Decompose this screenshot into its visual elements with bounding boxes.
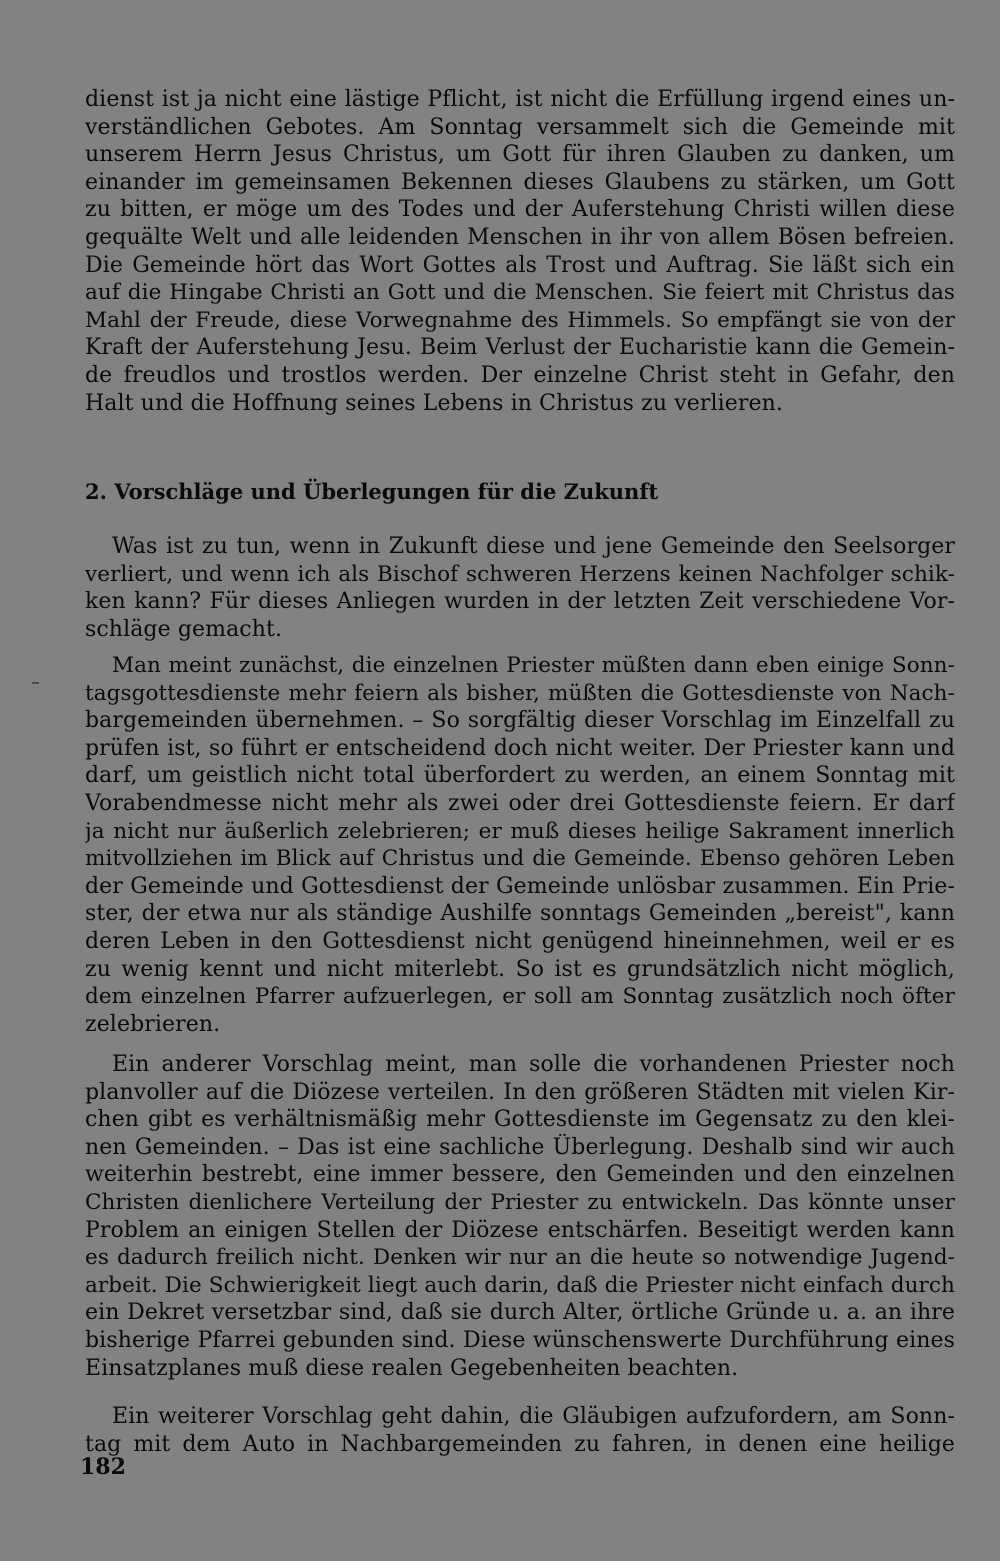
text-line: chen gibt es verhältnismäßig mehr Gottesdienste im Gegensatz zu den klei- [85,1107,955,1133]
text-line: der Gemeinde und Gottesdienst der Gemeinde unlösbar zusammen. Ein Prie- [85,873,955,899]
text-line: Halt und die Hoffnung seines Lebens in Christus zu verlieren. [85,390,783,416]
text-line: auf die Hingabe Christi an Gott und die Menschen. Sie feiert mit Christus das [85,280,955,306]
text-line: unserem Herrn Jesus Christus, um Gott für ihren Glauben zu danken, um [85,142,955,168]
text-line: dienst ist ja nicht eine lästige Pflicht, ist nicht die Erfüllung irgend eines un- [85,87,955,112]
text-line: Vorabendmesse nicht mehr als zwei oder drei Gottesdienste feiern. Er darf [85,790,955,816]
text-line: dem einzelnen Pfarrer aufzuerlegen, er soll am Sonntag zusätzlich noch öfter [85,984,955,1010]
text-line: mitvollziehen im Blick auf Christus und die Gemeinde. Ebenso gehören Leben [85,846,955,872]
text-line: Ein weiterer Vorschlag geht dahin, die Gläubigen aufzufordern, am Sonn- [112,1404,955,1429]
text-line: planvoller auf die Diözese verteilen. In den größeren Städten mit vielen Kir- [85,1079,955,1105]
text-line: Christen dienlichere Verteilung der Priester zu entwickeln. Das könnte unser [85,1189,955,1215]
text-line: schläge gemacht. [85,616,283,642]
text-line: zelebrieren. [85,1011,221,1037]
text-line: prüfen ist, so führt er entscheidend doch nicht weiter. Der Priester kann und [85,735,955,761]
text-line: es dadurch freilich nicht. Denken wir nur an die heute so notwendige Jugend- [85,1245,955,1271]
text-line: tag mit dem Auto in Nachbargemeinden zu fahren, in denen eine heilige [85,1431,955,1457]
text-line: Mahl der Freude, diese Vorwegnahme des Himmels. So empfängt sie von der [85,307,955,333]
text-line: bargemeinden übernehmen. – So sorgfältig dieser Vorschlag im Einzelfall zu [85,708,955,734]
text-line: Kraft der Auferstehung Jesu. Beim Verlust der Eucharistie kann die Gemein- [85,335,955,361]
paragraph-1 [85,533,955,643]
text-line: verliert, und wenn ich als Bischof schweren Herzens keinen Nachfolger schik- [85,561,955,587]
scan-speck [32,682,39,684]
paragraph-4 [85,1403,955,1458]
text-line: arbeit. Die Schwierigkeit liegt auch darin, daß die Priester nicht einfach durch [85,1272,955,1298]
text-line: zu wenig kennt und nicht miterlebt. So ist es grundsätzlich nicht möglich, [85,956,955,982]
text-line: ken kann? Für dieses Anliegen wurden in der letzten Zeit verschiedene Vor- [85,589,955,615]
text-line: darf, um geistlich nicht total überfordert zu werden, an einem Sonntag mit [85,763,955,789]
text-line: ja nicht nur äußerlich zelebrieren; er muß dieses heilige Sakrament innerlich [85,818,955,844]
text-line: verständlichen Gebotes. Am Sonntag versammelt sich die Gemeinde mit [85,114,955,140]
text-line: weiterhin bestrebt, eine immer bessere, den Gemeinden und den einzelnen [85,1162,955,1188]
text-line: Man meint zunächst, die einzelnen Priester müßten dann eben einige Sonn- [112,653,955,678]
text-line: bisherige Pfarrei gebunden sind. Diese wünschenswerte Durchführung eines [85,1327,955,1353]
text-line: Die Gemeinde hört das Wort Gottes als Trost und Auftrag. Sie läßt sich ein [85,252,955,278]
text-line: zu bitten, er möge um des Todes und der Auferstehung Christi willen diese [85,197,955,223]
page-number: 182 [80,1454,126,1480]
text-line: Ein anderer Vorschlag meint, man solle die vorhandenen Priester noch [112,1052,955,1077]
text-line: Einsatzplanes muß diese realen Gegebenheiten beachten. [85,1355,739,1381]
text-line: ster, der etwa nur als ständige Aushilfe sonntags Gemeinden „bereist", kann [85,901,955,927]
text-line: de freudlos und trostlos werden. Der einzelne Christ steht in Gefahr, den [85,362,955,388]
text-line: Was ist zu tun, wenn in Zukunft diese und jene Gemeinde den Seelsorger [112,534,955,559]
paragraph-2 [85,652,955,1038]
text-line: Problem an einigen Stellen der Diözese entschärfen. Beseitigt werden kann [85,1217,955,1243]
text-line: nen Gemeinden. – Das ist eine sachliche Überlegung. Deshalb sind wir auch [85,1134,955,1160]
text-line: deren Leben in den Gottesdienst nicht genügend hineinnehmen, weil er es [85,928,955,954]
text-line: gequälte Welt und alle leidenden Menschen in ihr von allem Bösen befreien. [85,224,955,250]
section-heading: 2. Vorschläge und Überlegungen für die Zukunft [85,479,659,504]
text-line: einander im gemeinsamen Bekennen dieses Glaubens zu stärken, um Gott [85,169,955,195]
paragraph-3 [85,1051,955,1382]
text-line: tagsgottesdienste mehr feiern als bisher, müßten die Gottesdienste von Nach- [85,680,955,706]
text-line: ein Dekret versetzbar sind, daß sie durch Alter, örtliche Gründe u. a. an ihre [85,1300,955,1326]
paragraph-intro [85,86,955,417]
